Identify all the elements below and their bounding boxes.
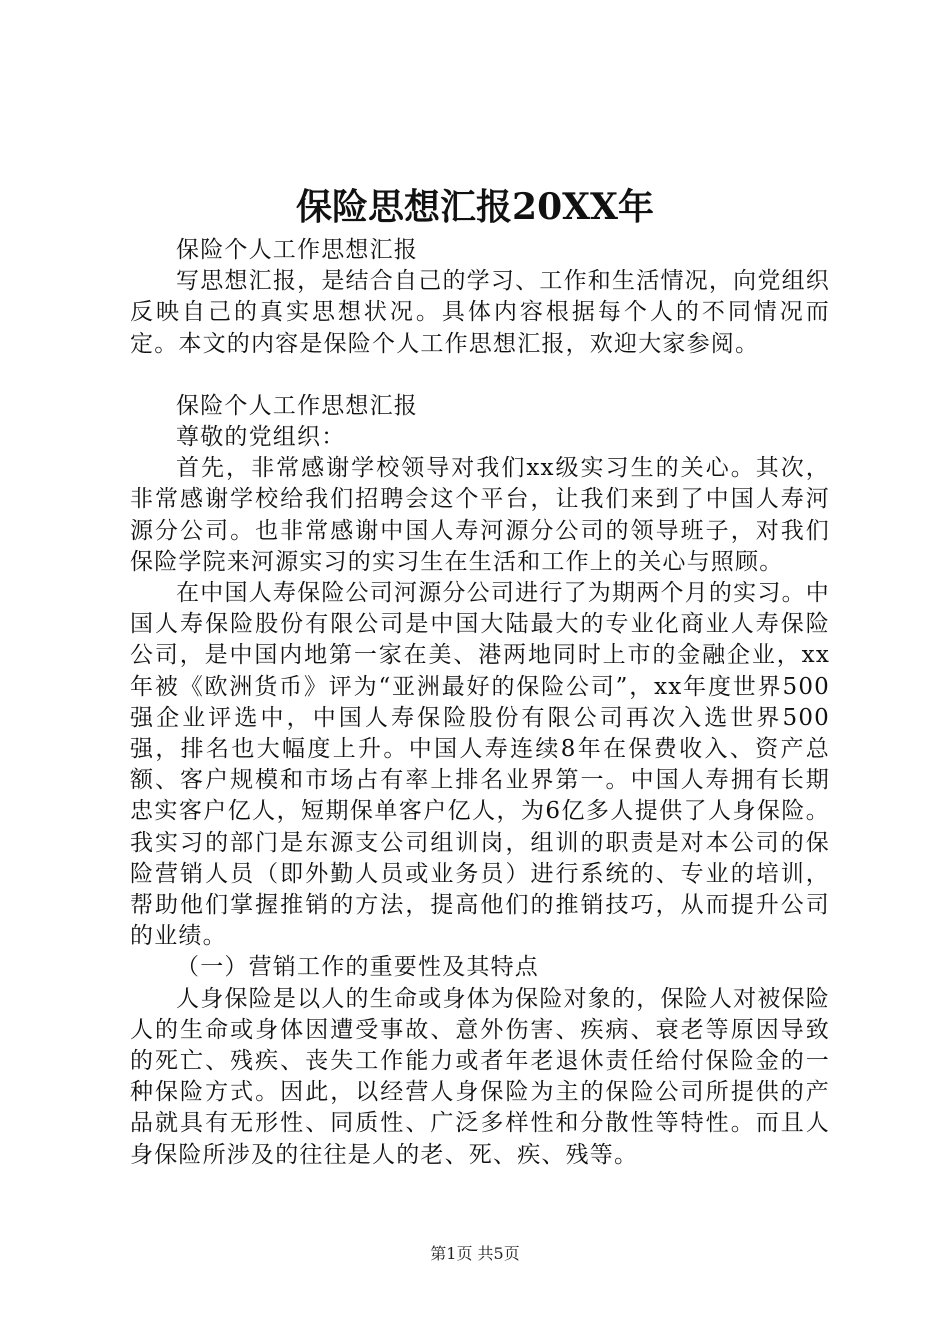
paragraph-subtitle-repeat: 保险个人工作思想汇报 — [176, 392, 418, 419]
paragraph-subtitle: 保险个人工作思想汇报 — [176, 237, 418, 263]
paragraph-company: 在中国人寿保险公司河源分公司进行了为期两个月的实习。中国人寿保险股份有限公司是中国大陆最大的专业化商业人寿保险公司，是中国内地第一家在美、港两地同时上市的金融企业，xx年被《欧洲货币》评为“亚洲最好的保险公司”，xx年度世界500强企业评选中，中国人寿保险股份有限公司再次入选世界500强，排名也大幅度上升。中国人寿连续8年在保费收入、资产总额、客户规模和市场占有率上排名业界第一。中国人寿拥有长期忠实客户亿人，短期保单客户亿人，为6亿多人提供了人身保险。我实习的部门是东源支公司组训岗，组训的职责是对本公司的保险营销人员（即外勤人员或业务员）进行系统的、专业的培训，帮助他们掌握推销的方法，提高他们的推销技巧，从而提升公司的业绩。 — [130, 580, 830, 950]
page-number: 第1页 共5页 — [430, 1244, 520, 1263]
document-body — [130, 235, 830, 1171]
paragraph-salutation: 尊敬的党组织： — [176, 424, 346, 451]
paragraph-intro: 写思想汇报，是结合自己的学习、工作和生活情况，向党组织反映自己的真实思想状况。具体内容根据每个人的不同情况而定。本文的内容是保险个人工作思想汇报，欢迎大家参阅。 — [130, 268, 830, 357]
section-heading: （一）营销工作的重要性及其特点 — [176, 954, 539, 981]
paragraph-thanks: 首先，非常感谢学校领导对我们xx级实习生的关心。其次，非常感谢学校给我们招聘会这个平台，让我们来到了中国人寿河源分公司。也非常感谢中国人寿河源分公司的领导班子，对我们保险学院来河源实习的实习生在生活和工作上的关心与照顾。 — [130, 455, 830, 575]
document-title: 保险思想汇报20XX年 — [296, 186, 654, 228]
paragraph-insurance: 人身保险是以人的生命或身体为保险对象的，保险人对被保险人的生命或身体因遭受事故、意外伤害、疾病、衰老等原因导致的死亡、残疾、丧失工作能力或者年老退休责任给付保险金的一种保险方式。因此，以经营人身保险为主的保险公司所提供的产品就具有无形性、同质性、广泛多样性和分散性等特性。而且人身保险所涉及的往往是人的老、死、疾、残等。 — [130, 985, 830, 1168]
